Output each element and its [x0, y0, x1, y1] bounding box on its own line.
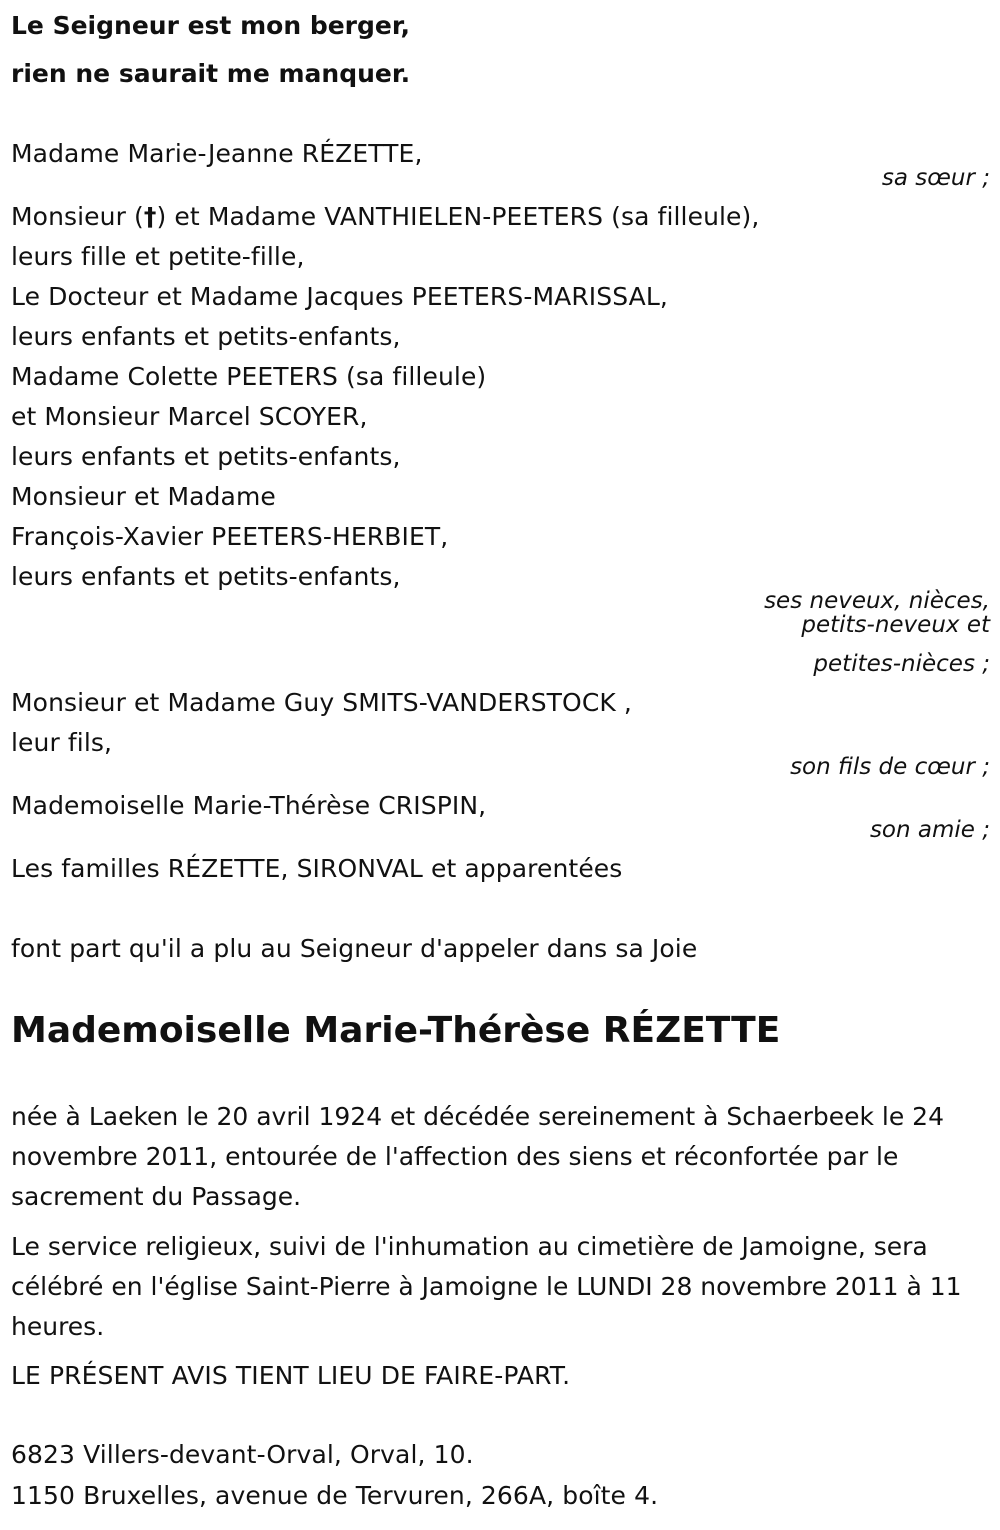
verse-line-1: Le Seigneur est mon berger, — [11, 11, 410, 40]
nephews-role-line-3: petites-nièces ; — [813, 651, 990, 677]
address-line-1: 6823 Villers-devant-Orval, Orval, 10. — [11, 1440, 474, 1469]
friend-role: son amie ; — [869, 817, 990, 843]
nephew-line-8: Monsieur et Madame — [11, 482, 276, 511]
nephew-line-6: et Monsieur Marcel SCOYER, — [11, 402, 368, 431]
nephew-line-3: Le Docteur et Madame Jacques PEETERS-MARISSAL, — [11, 282, 668, 311]
sister-role: sa sœur ; — [881, 165, 990, 191]
son-line-1: Monsieur et Madame Guy SMITS-VANDERSTOCK , — [11, 688, 632, 717]
families-line: Les familles RÉZETTE, SIRONVAL et apparentées — [11, 854, 623, 883]
deceased-name: Mademoiselle Marie-Thérèse RÉZETTE — [11, 1010, 781, 1051]
friend-name: Mademoiselle Marie-Thérèse CRISPIN, — [11, 791, 487, 820]
nephew-line-4: leurs enfants et petits-enfants, — [11, 322, 401, 351]
announcement: font part qu'il a plu au Seigneur d'appeler dans sa Joie — [11, 934, 698, 963]
notice-line: LE PRÉSENT AVIS TIENT LIEU DE FAIRE-PART. — [11, 1361, 571, 1390]
nephews-role-line-2: petits-neveux et — [801, 612, 990, 638]
nephew-line-1-post: ) et Madame VANTHIELEN-PEETERS (sa filleule), — [156, 202, 760, 231]
son-role: son fils de cœur ; — [790, 754, 990, 780]
nephew-line-10: leurs enfants et petits-enfants, — [11, 562, 401, 591]
nephew-line-5: Madame Colette PEETERS (sa filleule) — [11, 362, 487, 391]
nephew-line-9: François-Xavier PEETERS-HERBIET, — [11, 522, 449, 551]
service-paragraph: Le service religieux, suivi de l'inhumation au cimetière de Jamoigne, sera célébré en l'église Saint-Pierre à Jamoigne le LUNDI 28 novembre 2011 à 11 heures. — [11, 1232, 962, 1341]
son-line-2: leur fils, — [11, 728, 113, 757]
sister-name: Madame Marie-Jeanne RÉZETTE, — [11, 139, 423, 168]
verse-line-2: rien ne saurait me manquer. — [11, 59, 411, 88]
cross-icon: † — [143, 202, 157, 231]
nephew-line-7: leurs enfants et petits-enfants, — [11, 442, 401, 471]
nephews-role-line-1: ses neveux, nièces, — [764, 588, 990, 614]
nephew-line-1-pre: Monsieur ( — [11, 202, 144, 231]
address-line-2: 1150 Bruxelles, avenue de Tervuren, 266A, boîte 4. — [11, 1481, 659, 1510]
nephew-line-1 — [11, 202, 759, 232]
nephew-line-2: leurs fille et petite-fille, — [11, 242, 305, 271]
birth-death-paragraph: née à Laeken le 20 avril 1924 et décédée sereinement à Schaerbeek le 24 novembre 2011, entourée de l'affection des siens et réconfortée par le sacrement du Passage. — [11, 1102, 944, 1211]
